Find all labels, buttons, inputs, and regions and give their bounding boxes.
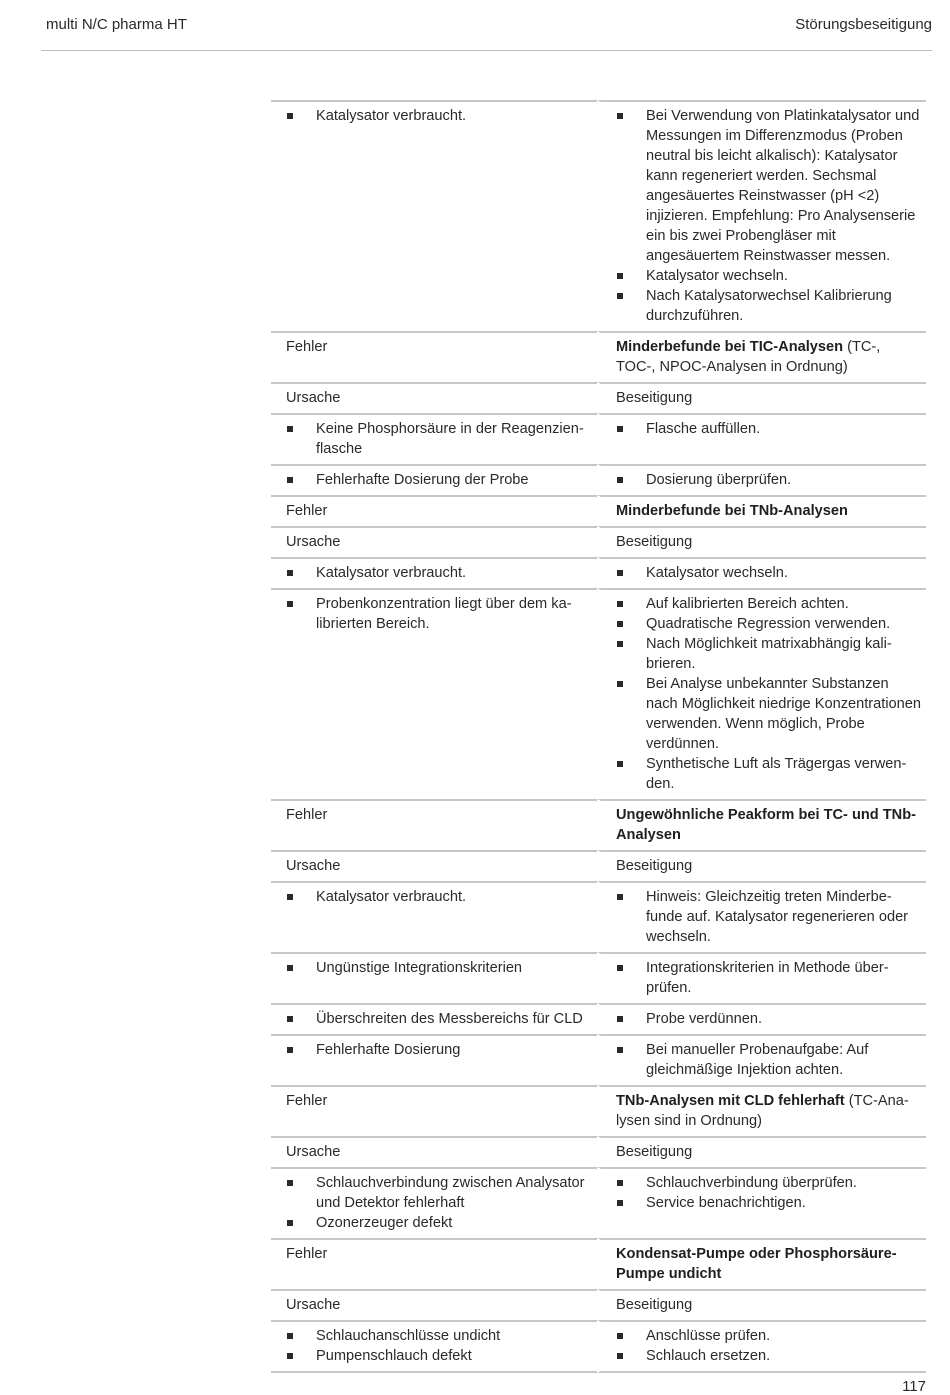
fix-list	[616, 1040, 922, 1080]
table-row-error	[271, 1085, 926, 1136]
table-row-items	[271, 881, 926, 952]
fix-item: Quadratische Regression verwenden.	[616, 614, 922, 634]
error-label: Fehler	[286, 339, 328, 355]
cause-item: Pumpenschlauch defekt	[286, 1346, 585, 1366]
error-title: Minderbefunde bei TNb-Analysen	[616, 503, 848, 519]
fix-header: Beseitigung	[616, 534, 693, 550]
fix-item: Auf kalibrierten Bereich achten.	[616, 594, 922, 614]
table-row-items	[271, 588, 926, 799]
cell-left	[271, 881, 597, 952]
cell-left	[271, 952, 597, 1003]
cause-header: Ursache	[286, 1297, 341, 1313]
error-title: Minderbefunde bei TIC-Analysen	[616, 339, 844, 355]
cell-right	[597, 1085, 926, 1136]
page-number: 117	[902, 1378, 926, 1395]
error-label: Fehler	[286, 503, 328, 519]
fix-list	[616, 887, 922, 947]
table-row-items	[271, 1320, 926, 1373]
table-row-error	[271, 799, 926, 850]
fix-item: Katalysator wechseln.	[616, 266, 922, 286]
cause-list	[286, 563, 585, 583]
cell-right	[597, 557, 926, 588]
cell-left	[271, 1003, 597, 1034]
troubleshooting-table	[271, 100, 926, 1373]
fix-item: Flasche auffüllen.	[616, 419, 922, 439]
cell-right	[597, 526, 926, 557]
cause-list	[286, 106, 585, 126]
fix-list	[616, 594, 922, 794]
table-row-head	[271, 382, 926, 413]
cause-list	[286, 1040, 585, 1060]
fix-item: Bei manueller Probenaufgabe: Auf gleichmäßige Injektion achten.	[616, 1040, 922, 1080]
cell-right	[597, 100, 926, 331]
cause-header: Ursache	[286, 390, 341, 406]
cause-list	[286, 419, 585, 459]
cause-item: Keine Phosphorsäure in der Reagenzienflasche	[286, 419, 585, 459]
cell-left	[271, 413, 597, 464]
cause-item: Ungünstige Integrationskriterien	[286, 958, 585, 978]
cell-left	[271, 331, 597, 382]
cell-left	[271, 1167, 597, 1238]
cause-header: Ursache	[286, 534, 341, 550]
header-product-name: multi N/C pharma HT	[46, 16, 187, 33]
fix-list	[616, 106, 922, 326]
cell-right	[597, 1238, 926, 1289]
cause-list	[286, 1326, 585, 1366]
cell-left	[271, 464, 597, 495]
table-row-items	[271, 100, 926, 331]
cause-item: Probenkonzentration liegt über dem kalibrierten Bereich.	[286, 594, 585, 634]
cell-right	[597, 1003, 926, 1034]
cause-item: Ozonerzeuger defekt	[286, 1213, 585, 1233]
cause-item: Katalysator verbraucht.	[286, 563, 585, 583]
fix-item: Synthetische Luft als Trägergas verwenden.	[616, 754, 922, 794]
cell-left	[271, 588, 597, 799]
cause-item: Fehlerhafte Dosierung	[286, 1040, 585, 1060]
cell-right	[597, 588, 926, 799]
cell-right	[597, 881, 926, 952]
fix-item: Bei Verwendung von Platinkatalysator und Messungen im Differenzmodus (Proben neutral bis leicht alkalisch): Katalysator kann regeneriert werden. Sechsmal angesäuertes Reinstwasser (pH <2) injizieren. Empfehlung: Pro Analysenserie ein bis zwei Probengläser mit angesäuertem Reinstwasser messen.	[616, 106, 922, 266]
fix-item: Nach Katalysatorwechsel Kalibrierung durchzuführen.	[616, 286, 922, 326]
cell-right	[597, 382, 926, 413]
cell-left	[271, 1034, 597, 1085]
fix-item: Nach Möglichkeit matrixabhängig kalibrieren.	[616, 634, 922, 674]
cell-right	[597, 1136, 926, 1167]
cell-left	[271, 1238, 597, 1289]
cell-right	[597, 1167, 926, 1238]
fix-header: Beseitigung	[616, 1297, 693, 1313]
table-row-items	[271, 464, 926, 495]
table-row-items	[271, 1003, 926, 1034]
cause-list	[286, 887, 585, 907]
fix-item: Katalysator wechseln.	[616, 563, 922, 583]
cell-left	[271, 557, 597, 588]
table-row-error	[271, 495, 926, 526]
cell-left	[271, 1136, 597, 1167]
fix-list	[616, 1326, 922, 1366]
fix-list	[616, 958, 922, 998]
fix-item: Hinweis: Gleichzeitig treten Minderbefunde auf. Katalysator regenerieren oder wechseln.	[616, 887, 922, 947]
table-row-head	[271, 1289, 926, 1320]
header-section-title: Störungsbeseitigung	[795, 16, 932, 33]
error-label: Fehler	[286, 807, 328, 823]
fix-item: Service benachrichtigen.	[616, 1193, 922, 1213]
cause-list	[286, 470, 585, 490]
fix-item: Dosierung überprüfen.	[616, 470, 922, 490]
cause-list	[286, 594, 585, 634]
cell-left	[271, 100, 597, 331]
fix-list	[616, 1009, 922, 1029]
cause-item: Fehlerhafte Dosierung der Probe	[286, 470, 585, 490]
table-row-error	[271, 1238, 926, 1289]
fix-list	[616, 470, 922, 490]
cell-right	[597, 799, 926, 850]
table-row-items	[271, 1167, 926, 1238]
fix-item: Probe verdünnen.	[616, 1009, 922, 1029]
fix-header: Beseitigung	[616, 390, 693, 406]
cell-left	[271, 1320, 597, 1373]
cell-right	[597, 331, 926, 382]
table-row-head	[271, 850, 926, 881]
cell-left	[271, 850, 597, 881]
error-note: (TC-, TOC-, NPOC-Analysen in Ordnung)	[616, 339, 881, 375]
table-row-items	[271, 952, 926, 1003]
fix-item: Anschlüsse prüfen.	[616, 1326, 922, 1346]
cell-left	[271, 495, 597, 526]
table-row-items	[271, 557, 926, 588]
cell-left	[271, 526, 597, 557]
cause-list	[286, 1173, 585, 1233]
fix-list	[616, 419, 922, 439]
fix-list	[616, 1173, 922, 1213]
cell-right	[597, 1320, 926, 1373]
cell-left	[271, 382, 597, 413]
error-title: Kondensat-Pumpe oder Phosphorsäure-Pumpe undicht	[616, 1246, 897, 1282]
fix-item: Bei Analyse unbekannter Substanzen nach Möglichkeit niedrige Konzentrationen verwenden. Wenn möglich, Probe verdünnen.	[616, 674, 922, 754]
cause-item: Überschreiten des Messbereichs für CLD	[286, 1009, 585, 1029]
cause-item: Schlauchanschlüsse undicht	[286, 1326, 585, 1346]
fix-header: Beseitigung	[616, 1144, 693, 1160]
cell-right	[597, 850, 926, 881]
table-row-error	[271, 331, 926, 382]
page-header	[41, 0, 932, 51]
error-title: TNb-Analysen mit CLD fehlerhaft	[616, 1093, 845, 1109]
cause-header: Ursache	[286, 858, 341, 874]
cell-left	[271, 1289, 597, 1320]
cause-list	[286, 1009, 585, 1029]
table-row-head	[271, 1136, 926, 1167]
table-row-head	[271, 526, 926, 557]
cell-left	[271, 1085, 597, 1136]
cell-right	[597, 413, 926, 464]
fix-item: Schlauchverbindung überprüfen.	[616, 1173, 922, 1193]
error-label: Fehler	[286, 1246, 328, 1262]
error-title: Ungewöhnliche Peakform bei TC- und TNb-Analysen	[616, 807, 916, 843]
fix-header: Beseitigung	[616, 858, 693, 874]
cause-item: Schlauchverbindung zwischen Analysator und Detektor fehlerhaft	[286, 1173, 585, 1213]
error-label: Fehler	[286, 1093, 328, 1109]
cell-right	[597, 495, 926, 526]
cell-right	[597, 952, 926, 1003]
error-note: (TC-Analysen sind in Ordnung)	[616, 1093, 909, 1129]
cell-right	[597, 464, 926, 495]
fix-item: Integrationskriterien in Methode überprüfen.	[616, 958, 922, 998]
cause-item: Katalysator verbraucht.	[286, 887, 585, 907]
table-row-items	[271, 413, 926, 464]
cause-header: Ursache	[286, 1144, 341, 1160]
fix-item: Schlauch ersetzen.	[616, 1346, 922, 1366]
cell-right	[597, 1034, 926, 1085]
table-row-items	[271, 1034, 926, 1085]
cell-left	[271, 799, 597, 850]
cause-item: Katalysator verbraucht.	[286, 106, 585, 126]
fix-list	[616, 563, 922, 583]
cause-list	[286, 958, 585, 978]
cell-right	[597, 1289, 926, 1320]
